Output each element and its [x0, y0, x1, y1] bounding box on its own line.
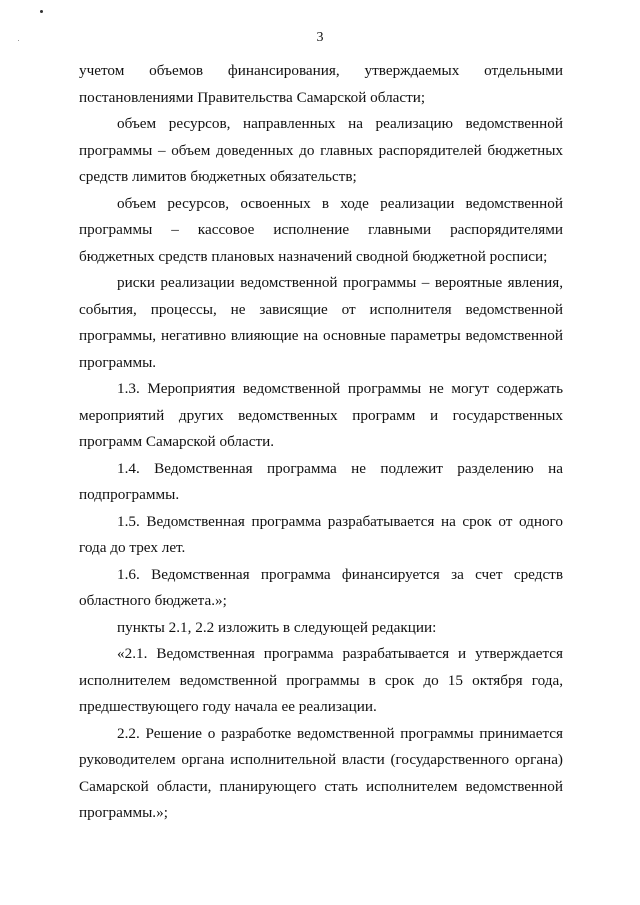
paragraph: 1.3. Мероприятия ведомственной программы не могут содержать мероприятий других ведомственных программ и государственных программ Самарской области. [79, 380, 563, 450]
paragraph: риски реализации ведомственной программы – вероятные явления, события, процессы, не зависящие от исполнителя ведомственной программы, негативно влияющие на основные параметры ведомственной программы. [79, 274, 563, 371]
paragraph: 1.4. Ведомственная программа не подлежит разделению на подпрограммы. [79, 459, 563, 503]
paragraph: 1.5. Ведомственная программа разрабатывается на срок от одного года до трех лет. [79, 512, 563, 556]
paragraph: «2.1. Ведомственная программа разрабатывается и утверждается исполнителем ведомственной программы в срок до 15 октября года, предшествующего году начала ее реализации. [79, 645, 563, 715]
document-body [79, 58, 563, 827]
paragraph: 2.2. Решение о разработке ведомственной программы принимается руководителем органа исполнительной власти (государственного органа) Самарской области, планирующего стать исполнителем ведомственной программы.»; [79, 724, 563, 821]
paragraph: объем ресурсов, освоенных в ходе реализации ведомственной программы – кассовое исполнение главными распорядителями бюджетных средств плановых назначений сводной бюджетной росписи; [79, 194, 563, 265]
page-number: 3 [316, 30, 324, 45]
paragraph: учетом объемов финансирования, утверждаемых отдельными постановлениями Правительства Самарской области; [79, 62, 563, 106]
paragraph: 1.6. Ведомственная программа финансируется за счет средств областного бюджета.»; [79, 565, 563, 609]
paragraph: пункты 2.1, 2.2 изложить в следующей редакции: [117, 618, 437, 636]
scan-artifact-dot [40, 10, 43, 13]
paragraph: объем ресурсов, направленных на реализацию ведомственной программы – объем доведенных до главных распорядителей бюджетных средств лимитов бюджетных обязательств; [79, 115, 563, 185]
